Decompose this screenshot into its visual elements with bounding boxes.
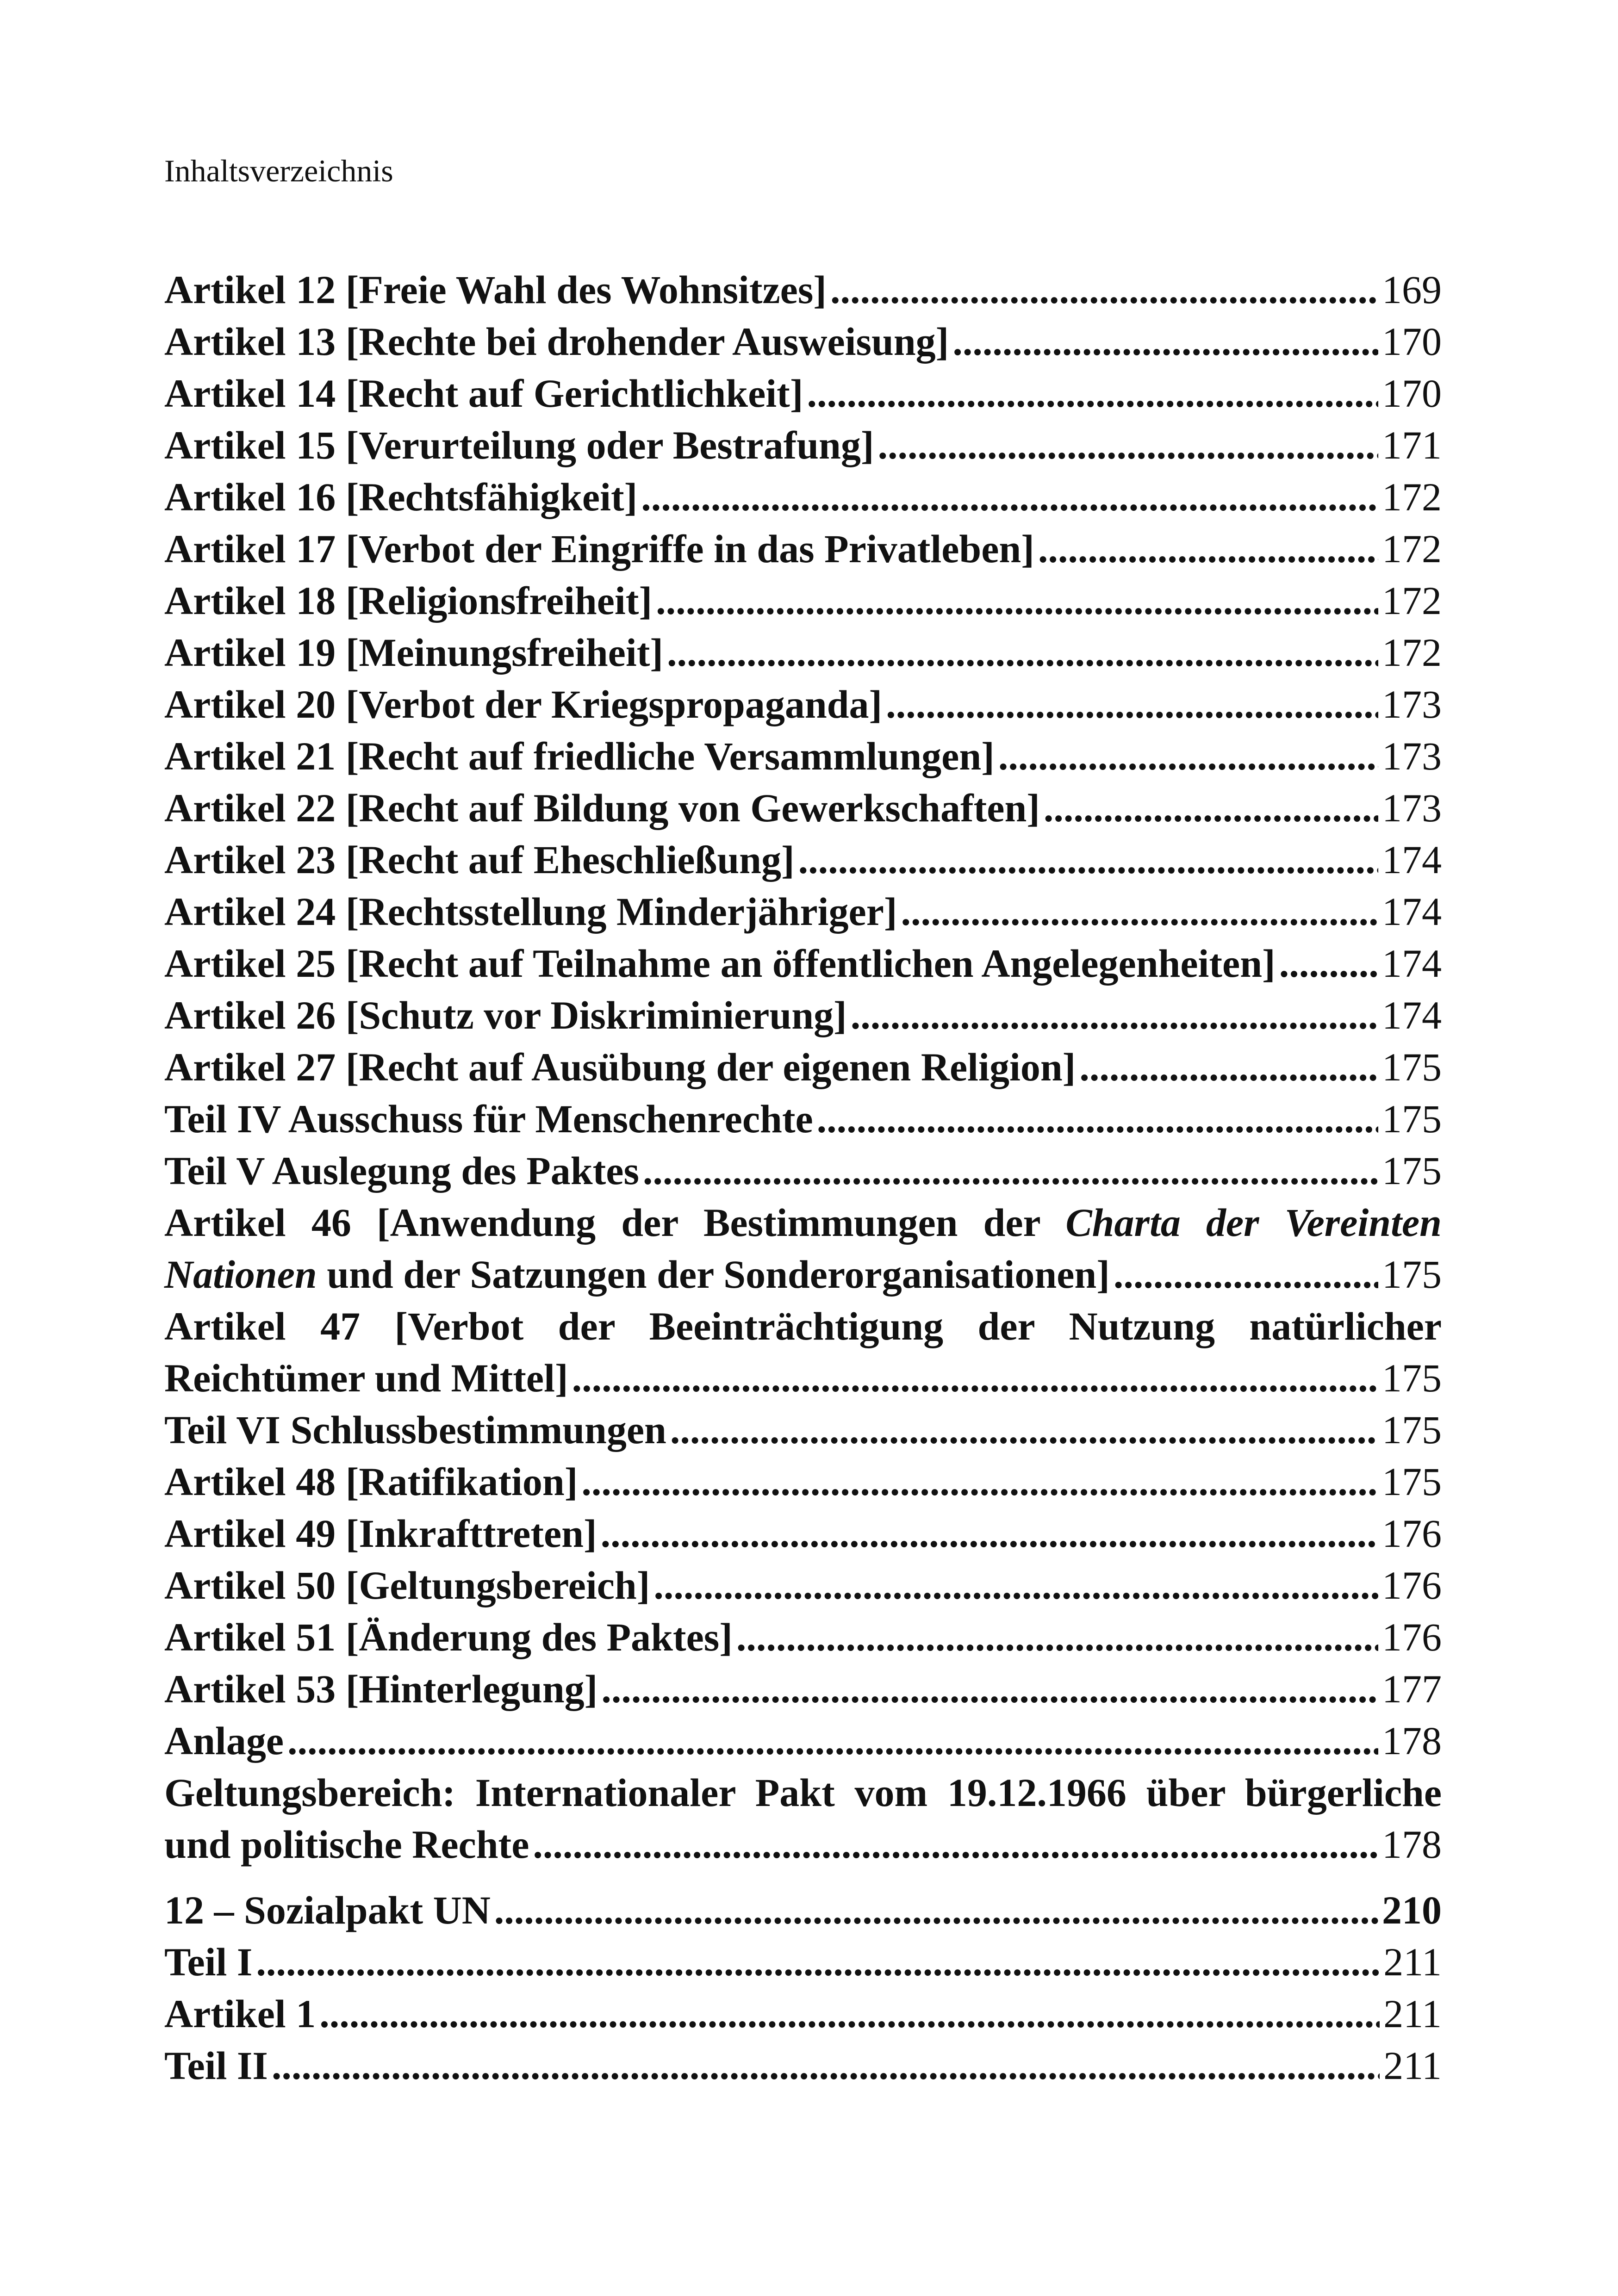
toc-entry-page: 174 [1382,889,1442,934]
toc-entry-page: 173 [1382,786,1442,830]
toc-entry-title: Artikel 49 [Inkrafttreten] [164,1511,597,1556]
toc-entry-line: Artikel 47 [Verbot der Beeinträchtigung der Nutzung natürlicher [164,1304,1442,1348]
toc-entry-multiline[interactable] [164,1300,1442,1404]
toc-entry[interactable] [164,730,1442,782]
toc-entry-title: Artikel 25 [Recht auf Teilnahme an öffentlichen Angelegenheiten] [164,941,1276,986]
toc-section-page: 210 [1382,1888,1442,1932]
running-head: Inhaltsverzeichnis [164,153,393,188]
dot-leader [1114,1248,1378,1300]
dot-leader [319,1988,1380,2040]
toc-entry[interactable] [164,575,1442,627]
toc-entry-title: Artikel 16 [Rechtsfähigkeit] [164,475,638,519]
dot-leader [667,627,1378,678]
toc-entry-title: Artikel 15 [Verurteilung oder Bestrafung] [164,423,874,467]
toc-entry-title: Teil II [164,2043,268,2088]
toc-entry-title: Artikel 1 [164,1992,316,2036]
dot-leader [572,1352,1378,1404]
toc-entry[interactable] [164,1611,1442,1663]
toc-entry[interactable] [164,782,1442,834]
toc-entry[interactable] [164,886,1442,937]
dot-leader [1044,782,1378,834]
toc-entry[interactable] [164,1508,1442,1559]
toc-entry-page: 175 [1382,1408,1442,1452]
dot-leader [817,1093,1378,1145]
toc-entry-title: Artikel 13 [Rechte bei drohender Ausweisung] [164,319,949,364]
dot-leader [272,2040,1380,2091]
toc-entry-page: 172 [1382,578,1442,623]
toc-entry[interactable] [164,627,1442,678]
toc-entry[interactable] [164,834,1442,886]
toc-entry[interactable] [164,1145,1442,1197]
toc-entry-title: Artikel 22 [Recht auf Bildung von Gewerkschaften] [164,786,1040,830]
toc-entry-title: Artikel 24 [Rechtsstellung Minderjähriger] [164,889,897,934]
toc-entry-title: Teil V Auslegung des Paktes [164,1148,639,1193]
toc-entry-page: 175 [1382,1459,1442,1504]
toc-entry-line: Reichtümer und Mittel] ..... 175 [164,1352,1442,1404]
dot-leader [1038,523,1378,575]
toc-entry-title: Artikel 50 [Geltungsbereich] [164,1563,650,1607]
dot-leader [256,1936,1380,1988]
toc-entry[interactable] [164,264,1442,316]
toc-entry-title: Anlage [164,1719,284,1763]
toc-entry-line: und politische Rechte ..... 178 [164,1818,1442,1870]
toc-entry-page: 171 [1382,423,1442,467]
table-of-contents [164,264,1442,2091]
toc-entry-title: Teil VI Schlussbestimmungen [164,1408,666,1452]
dot-leader [1079,1041,1378,1093]
toc-entry-page: 169 [1382,267,1442,312]
toc-entry-line: Nationen und der Satzungen der Sonderorganisationen] ..... 175 [164,1248,1442,1300]
toc-entry-title: Artikel 53 [Hinterlegung] [164,1667,598,1711]
toc-entry-multiline[interactable] [164,1197,1442,1300]
toc-section-entry[interactable] [164,1884,1442,1936]
toc-entry-line: Geltungsbereich: Internationaler Pakt vom 19.12.1966 über bürgerliche [164,1770,1442,1815]
toc-entry[interactable] [164,2040,1442,2091]
toc-entry-page: 174 [1382,993,1442,1037]
toc-entry-page: 170 [1382,319,1442,364]
toc-entry-page: 175 [1382,1148,1442,1193]
dot-leader [494,1884,1378,1936]
toc-entry-page: 175 [1382,1356,1442,1400]
toc-entry-page: 173 [1382,682,1442,726]
toc-entry-title: Artikel 27 [Recht auf Ausübung der eigenen Religion] [164,1045,1076,1089]
toc-entry-page: 172 [1382,527,1442,571]
toc-entry-page: 177 [1382,1667,1442,1711]
toc-entry-title: Artikel 19 [Meinungsfreiheit] [164,630,664,675]
toc-entry-page: 172 [1382,475,1442,519]
toc-entry-page: 178 [1382,1719,1442,1763]
toc-entry-page: 174 [1382,838,1442,882]
toc-entry-title: Artikel 18 [Religionsfreiheit] [164,578,653,623]
toc-entry-page: 178 [1382,1822,1442,1867]
toc-section-title: 12 – Sozialpakt UN [164,1888,491,1932]
toc-entry-multiline[interactable] [164,1767,1442,1870]
toc-entry[interactable] [164,523,1442,575]
toc-entry[interactable] [164,1041,1442,1093]
dot-leader [807,367,1378,419]
toc-entry-page: 175 [1382,1097,1442,1141]
toc-entry-page: 211 [1383,2043,1442,2088]
dot-leader [601,1663,1378,1715]
toc-entry-page: 172 [1382,630,1442,675]
dot-leader [641,471,1378,523]
dot-leader [1279,937,1378,989]
dot-leader [886,678,1378,730]
toc-entry-page: 176 [1382,1615,1442,1659]
toc-entry-page: 176 [1382,1563,1442,1607]
toc-entry[interactable] [164,1456,1442,1508]
toc-entry[interactable] [164,316,1442,367]
toc-entry-title: Artikel 20 [Verbot der Kriegspropaganda] [164,682,883,726]
dot-leader [736,1611,1378,1663]
toc-entry[interactable] [164,1988,1442,2040]
toc-entry-page: 211 [1383,1940,1442,1984]
toc-entry[interactable] [164,1936,1442,1988]
toc-entry-title: Artikel 26 [Schutz vor Diskriminierung] [164,993,847,1037]
dot-leader [533,1818,1378,1870]
toc-entry-title: Artikel 14 [Recht auf Gerichtlichkeit] [164,371,803,416]
toc-entry[interactable] [164,1663,1442,1715]
dot-leader [670,1404,1378,1456]
dot-leader [287,1715,1378,1767]
toc-entry[interactable] [164,367,1442,419]
dot-leader [851,989,1378,1041]
dot-leader [998,730,1378,782]
toc-entry-page: 175 [1382,1252,1442,1297]
dot-leader [830,264,1378,316]
toc-entry-title: Teil IV Ausschuss für Menschenrechte [164,1097,813,1141]
toc-entry[interactable] [164,1093,1442,1145]
toc-entry-page: 175 [1382,1045,1442,1089]
dot-leader [643,1145,1378,1197]
toc-entry-page: 170 [1382,371,1442,416]
dot-leader [798,834,1378,886]
toc-entry-title: Artikel 48 [Ratifikation] [164,1459,578,1504]
dot-leader [901,886,1378,937]
dot-leader [601,1508,1378,1559]
toc-entry[interactable] [164,471,1442,523]
dot-leader [656,575,1378,627]
toc-entry[interactable] [164,1559,1442,1611]
toc-entry-page: 211 [1383,1992,1442,2036]
toc-entry[interactable] [164,678,1442,730]
toc-entry[interactable] [164,989,1442,1041]
toc-entry-page: 174 [1382,941,1442,986]
toc-entry-line: Artikel 46 [Anwendung der Bestimmungen der Charta der Vereinten [164,1200,1442,1245]
toc-entry-title: Artikel 23 [Recht auf Eheschließung] [164,838,795,882]
toc-entry[interactable] [164,937,1442,989]
toc-entry-title: Artikel 17 [Verbot der Eingriffe in das Privatleben] [164,527,1034,571]
toc-entry-title: Artikel 12 [Freie Wahl des Wohnsitzes] [164,267,827,312]
toc-entry[interactable] [164,1715,1442,1767]
toc-entry-title: Artikel 51 [Änderung des Paktes] [164,1615,733,1659]
dot-leader [581,1456,1378,1508]
toc-entry-title: Teil I [164,1940,253,1984]
toc-entry[interactable] [164,1404,1442,1456]
dot-leader [878,419,1378,471]
toc-entry-title: Artikel 21 [Recht auf friedliche Versammlungen] [164,734,995,778]
dot-leader [653,1559,1378,1611]
dot-leader [952,316,1378,367]
toc-entry-page: 176 [1382,1511,1442,1556]
toc-entry[interactable] [164,419,1442,471]
toc-entry-page: 173 [1382,734,1442,778]
